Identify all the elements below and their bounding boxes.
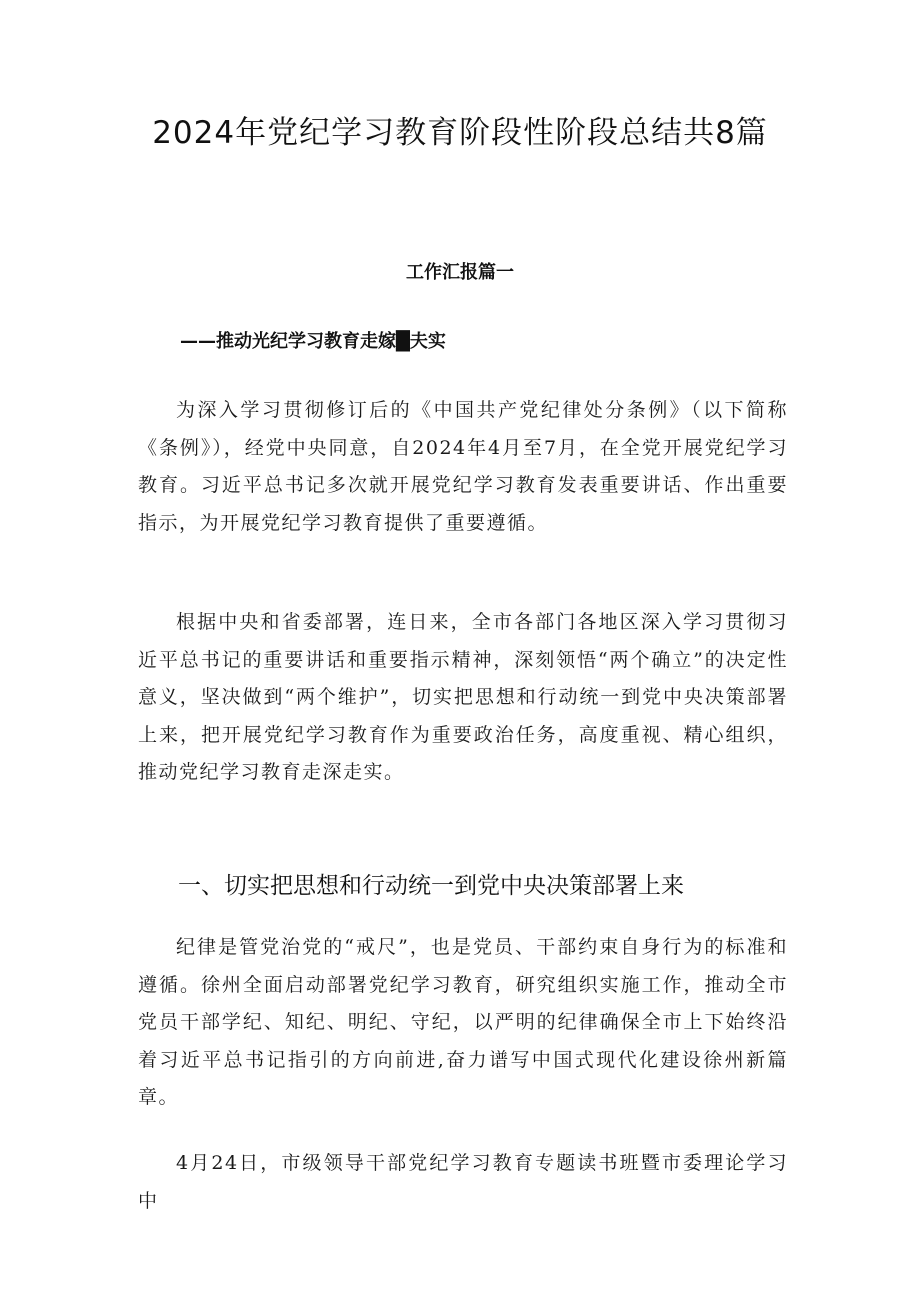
section-heading: 一、切实把思想和行动统一到党中央决策部署上来 (178, 873, 684, 899)
document-subtitle: 工作汇报篇一 (406, 262, 514, 283)
body-paragraph-2: 根据中央和省委部署，连日来，全市各部门各地区深入学习贯彻习近平总书记的重要讲话和重要指示精神，深刻领悟“两个确立”的决定性意义，坚决做到“两个维护”，切实把思想和行动统一到党中央决策部署上来，把开展党纪学习教育作为重要政治任务，高度重视、精心组织，推动党纪学习教育走深走实。 (138, 611, 788, 783)
section-paragraph-1: 纪律是管党治党的“戒尺”，也是党员、干部约束自身行为的标准和遵循。徐州全面启动部署党纪学习教育，研究组织实施工作，推动全市党员干部学纪、知纪、明纪、守纪，以严明的纪律确保全市上下始终沿着习近平总书记指引的方向前进,奋力谱写中国式现代化建设徐州新篇章。 (138, 936, 788, 1108)
document-title: 2024年党纪学习教育阶段性阶段总结共8篇 (152, 115, 768, 151)
body-paragraph-1: 为深入学习贯彻修订后的《中国共产党纪律处分条例》（以下简称《条例》），经党中央同意，自2024年4月至7月，在全党开展党纪学习教育。习近平总书记多次就开展党纪学习教育发表重要讲话、作出重要指示，为开展党纪学习教育提供了重要遵循。 (138, 399, 788, 534)
document-byline: ——推动光纪学习教育走嫁█夫实 (180, 331, 446, 352)
section-paragraph-2: 4月24日，市级领导干部党纪学习教育专题读书班暨市委理论学习中 (138, 1152, 788, 1212)
